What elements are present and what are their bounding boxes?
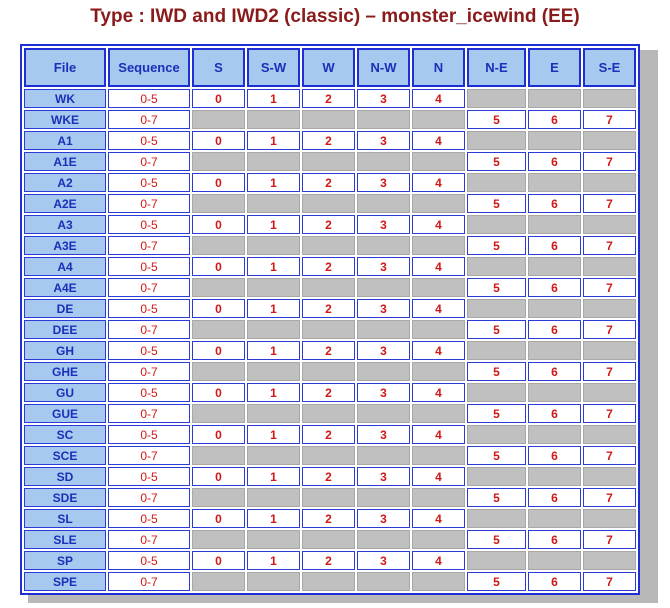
table-row [24,194,636,213]
empty-cell-s [192,110,245,129]
empty-cell-s [192,152,245,171]
empty-cell-w [302,278,355,297]
direction-cell-se: 7 [583,320,636,339]
empty-cell-e [528,215,581,234]
empty-cell-e [528,425,581,444]
direction-cell-ne: 5 [467,110,526,129]
empty-cell-ne [467,551,526,570]
empty-cell-nw [357,404,410,423]
empty-cell-sw [247,530,300,549]
direction-cell-se: 7 [583,362,636,381]
empty-cell-s [192,530,245,549]
sequence-cell: 0-5 [108,341,190,360]
header-s: S [192,48,245,87]
empty-cell-s [192,194,245,213]
empty-cell-ne [467,257,526,276]
empty-cell-se [583,89,636,108]
direction-cell-sw: 1 [247,425,300,444]
sequence-cell: 0-5 [108,215,190,234]
file-cell: WK [24,89,106,108]
direction-cell-s: 0 [192,173,245,192]
empty-cell-n [412,152,465,171]
direction-cell-e: 6 [528,236,581,255]
empty-cell-s [192,236,245,255]
direction-cell-s: 0 [192,215,245,234]
direction-cell-nw: 3 [357,173,410,192]
direction-cell-w: 2 [302,89,355,108]
empty-cell-nw [357,446,410,465]
direction-cell-s: 0 [192,509,245,528]
direction-cell-n: 4 [412,425,465,444]
direction-cell-nw: 3 [357,425,410,444]
sequence-cell: 0-7 [108,320,190,339]
file-cell: SLE [24,530,106,549]
file-cell: A4E [24,278,106,297]
header-n: N [412,48,465,87]
direction-cell-nw: 3 [357,509,410,528]
file-cell: WKE [24,110,106,129]
direction-table [20,44,640,595]
file-cell: SC [24,425,106,444]
empty-cell-ne [467,173,526,192]
direction-cell-nw: 3 [357,89,410,108]
header-e: E [528,48,581,87]
direction-cell-sw: 1 [247,509,300,528]
direction-cell-se: 7 [583,110,636,129]
direction-cell-s: 0 [192,341,245,360]
empty-cell-se [583,299,636,318]
direction-cell-s: 0 [192,383,245,402]
direction-cell-s: 0 [192,467,245,486]
sequence-cell: 0-5 [108,467,190,486]
empty-cell-e [528,299,581,318]
direction-cell-nw: 3 [357,551,410,570]
direction-cell-s: 0 [192,89,245,108]
empty-cell-e [528,341,581,360]
sequence-cell: 0-7 [108,362,190,381]
direction-cell-nw: 3 [357,131,410,150]
empty-cell-nw [357,572,410,591]
direction-cell-sw: 1 [247,299,300,318]
direction-cell-e: 6 [528,278,581,297]
header-row [24,48,636,87]
empty-cell-sw [247,488,300,507]
file-cell: A1E [24,152,106,171]
direction-cell-ne: 5 [467,530,526,549]
empty-cell-ne [467,383,526,402]
empty-cell-e [528,173,581,192]
empty-cell-n [412,362,465,381]
direction-cell-sw: 1 [247,173,300,192]
empty-cell-sw [247,152,300,171]
direction-cell-w: 2 [302,257,355,276]
sequence-cell: 0-7 [108,194,190,213]
empty-cell-sw [247,110,300,129]
empty-cell-s [192,446,245,465]
empty-cell-n [412,236,465,255]
direction-cell-se: 7 [583,572,636,591]
header-sequence: Sequence [108,48,190,87]
file-cell: A1 [24,131,106,150]
table-row [24,341,636,360]
file-cell: SPE [24,572,106,591]
empty-cell-ne [467,467,526,486]
empty-cell-sw [247,236,300,255]
file-cell: GHE [24,362,106,381]
empty-cell-sw [247,320,300,339]
empty-cell-e [528,551,581,570]
empty-cell-se [583,131,636,150]
direction-cell-n: 4 [412,551,465,570]
sequence-cell: 0-5 [108,425,190,444]
direction-cell-sw: 1 [247,467,300,486]
empty-cell-w [302,488,355,507]
direction-cell-n: 4 [412,383,465,402]
direction-cell-w: 2 [302,173,355,192]
table-row [24,362,636,381]
empty-cell-sw [247,362,300,381]
empty-cell-ne [467,341,526,360]
empty-cell-w [302,404,355,423]
direction-cell-ne: 5 [467,362,526,381]
direction-cell-s: 0 [192,551,245,570]
direction-cell-se: 7 [583,194,636,213]
direction-cell-e: 6 [528,404,581,423]
file-cell: A3E [24,236,106,255]
empty-cell-ne [467,131,526,150]
direction-cell-n: 4 [412,257,465,276]
direction-cell-s: 0 [192,299,245,318]
sequence-cell: 0-7 [108,446,190,465]
empty-cell-s [192,320,245,339]
header-ne: N-E [467,48,526,87]
table-row [24,572,636,591]
empty-cell-nw [357,362,410,381]
table-row [24,530,636,549]
direction-cell-se: 7 [583,278,636,297]
direction-cell-ne: 5 [467,236,526,255]
file-cell: A2E [24,194,106,213]
empty-cell-w [302,530,355,549]
table-row [24,383,636,402]
sequence-cell: 0-7 [108,152,190,171]
direction-cell-sw: 1 [247,551,300,570]
direction-cell-ne: 5 [467,488,526,507]
direction-cell-sw: 1 [247,257,300,276]
table-row [24,131,636,150]
direction-cell-n: 4 [412,131,465,150]
direction-cell-w: 2 [302,509,355,528]
direction-cell-s: 0 [192,425,245,444]
empty-cell-se [583,215,636,234]
table-row [24,278,636,297]
empty-cell-n [412,194,465,213]
direction-cell-ne: 5 [467,278,526,297]
empty-cell-s [192,488,245,507]
empty-cell-se [583,467,636,486]
direction-cell-n: 4 [412,467,465,486]
direction-cell-sw: 1 [247,383,300,402]
direction-cell-ne: 5 [467,572,526,591]
empty-cell-sw [247,446,300,465]
direction-cell-se: 7 [583,530,636,549]
sequence-cell: 0-7 [108,488,190,507]
direction-cell-e: 6 [528,152,581,171]
direction-cell-s: 0 [192,131,245,150]
direction-cell-w: 2 [302,215,355,234]
empty-cell-nw [357,152,410,171]
file-cell: DEE [24,320,106,339]
empty-cell-nw [357,530,410,549]
file-cell: SD [24,467,106,486]
sequence-cell: 0-5 [108,383,190,402]
empty-cell-s [192,278,245,297]
direction-cell-n: 4 [412,215,465,234]
sequence-cell: 0-7 [108,530,190,549]
sequence-cell: 0-5 [108,173,190,192]
empty-cell-nw [357,278,410,297]
sequence-cell: 0-5 [108,89,190,108]
table-row [24,236,636,255]
empty-cell-se [583,173,636,192]
direction-cell-ne: 5 [467,404,526,423]
file-cell: SL [24,509,106,528]
empty-cell-ne [467,299,526,318]
header-w: W [302,48,355,87]
direction-cell-e: 6 [528,320,581,339]
file-cell: A2 [24,173,106,192]
empty-cell-se [583,509,636,528]
sequence-cell: 0-5 [108,299,190,318]
sequence-cell: 0-5 [108,551,190,570]
sequence-cell: 0-5 [108,509,190,528]
empty-cell-ne [467,425,526,444]
direction-cell-nw: 3 [357,383,410,402]
empty-cell-e [528,509,581,528]
sequence-cell: 0-7 [108,404,190,423]
direction-cell-w: 2 [302,425,355,444]
file-cell: GU [24,383,106,402]
sequence-cell: 0-7 [108,236,190,255]
empty-cell-w [302,236,355,255]
table-row [24,110,636,129]
direction-cell-sw: 1 [247,131,300,150]
empty-cell-sw [247,572,300,591]
table-row [24,425,636,444]
direction-cell-n: 4 [412,341,465,360]
empty-cell-se [583,383,636,402]
direction-cell-se: 7 [583,488,636,507]
direction-cell-se: 7 [583,236,636,255]
direction-cell-e: 6 [528,572,581,591]
direction-cell-w: 2 [302,341,355,360]
empty-cell-se [583,257,636,276]
empty-cell-s [192,362,245,381]
direction-cell-n: 4 [412,299,465,318]
direction-cell-e: 6 [528,530,581,549]
table-row [24,509,636,528]
table-row [24,89,636,108]
empty-cell-nw [357,194,410,213]
direction-cell-se: 7 [583,152,636,171]
sequence-cell: 0-7 [108,278,190,297]
empty-cell-se [583,425,636,444]
empty-cell-e [528,383,581,402]
table-row [24,467,636,486]
direction-cell-w: 2 [302,299,355,318]
direction-cell-ne: 5 [467,194,526,213]
empty-cell-nw [357,236,410,255]
file-cell: DE [24,299,106,318]
empty-cell-w [302,446,355,465]
direction-cell-ne: 5 [467,320,526,339]
empty-cell-se [583,551,636,570]
empty-cell-w [302,362,355,381]
direction-cell-n: 4 [412,509,465,528]
empty-cell-nw [357,320,410,339]
empty-cell-w [302,110,355,129]
empty-cell-e [528,89,581,108]
empty-cell-nw [357,488,410,507]
empty-cell-ne [467,215,526,234]
direction-cell-nw: 3 [357,467,410,486]
direction-cell-n: 4 [412,89,465,108]
table-row [24,551,636,570]
direction-cell-nw: 3 [357,341,410,360]
empty-cell-s [192,572,245,591]
sequence-cell: 0-5 [108,131,190,150]
direction-cell-e: 6 [528,194,581,213]
direction-cell-se: 7 [583,446,636,465]
table-row [24,446,636,465]
file-cell: SP [24,551,106,570]
sequence-cell: 0-7 [108,572,190,591]
table-row [24,173,636,192]
empty-cell-nw [357,110,410,129]
table-row [24,404,636,423]
empty-cell-s [192,404,245,423]
header-se: S-E [583,48,636,87]
empty-cell-n [412,320,465,339]
direction-cell-e: 6 [528,446,581,465]
table-row [24,299,636,318]
header-sw: S-W [247,48,300,87]
empty-cell-e [528,257,581,276]
table-row [24,152,636,171]
direction-cell-ne: 5 [467,446,526,465]
empty-cell-e [528,131,581,150]
sequence-cell: 0-5 [108,257,190,276]
table-row [24,215,636,234]
empty-cell-n [412,530,465,549]
empty-cell-e [528,467,581,486]
direction-cell-e: 6 [528,362,581,381]
file-cell: A4 [24,257,106,276]
empty-cell-n [412,488,465,507]
direction-cell-nw: 3 [357,215,410,234]
direction-cell-w: 2 [302,551,355,570]
empty-cell-n [412,446,465,465]
empty-cell-se [583,341,636,360]
direction-cell-w: 2 [302,131,355,150]
file-cell: SDE [24,488,106,507]
table-row [24,488,636,507]
direction-cell-e: 6 [528,110,581,129]
file-cell: A3 [24,215,106,234]
empty-cell-n [412,110,465,129]
empty-cell-n [412,404,465,423]
table-row [24,257,636,276]
sequence-cell: 0-7 [108,110,190,129]
direction-cell-sw: 1 [247,89,300,108]
direction-cell-s: 0 [192,257,245,276]
table-row [24,320,636,339]
empty-cell-ne [467,509,526,528]
file-cell: GH [24,341,106,360]
file-cell: GUE [24,404,106,423]
empty-cell-w [302,320,355,339]
header-nw: N-W [357,48,410,87]
empty-cell-w [302,152,355,171]
direction-cell-nw: 3 [357,299,410,318]
direction-cell-w: 2 [302,383,355,402]
page-title: Type : IWD and IWD2 (classic) – monster_icewind (EE) [90,6,580,27]
direction-cell-ne: 5 [467,152,526,171]
empty-cell-ne [467,89,526,108]
empty-cell-n [412,278,465,297]
header-file: File [24,48,106,87]
direction-cell-n: 4 [412,173,465,192]
empty-cell-sw [247,404,300,423]
empty-cell-sw [247,278,300,297]
empty-cell-w [302,572,355,591]
direction-cell-se: 7 [583,404,636,423]
direction-cell-w: 2 [302,467,355,486]
empty-cell-n [412,572,465,591]
direction-cell-sw: 1 [247,341,300,360]
direction-cell-sw: 1 [247,215,300,234]
direction-cell-nw: 3 [357,257,410,276]
empty-cell-w [302,194,355,213]
direction-cell-e: 6 [528,488,581,507]
file-cell: SCE [24,446,106,465]
empty-cell-sw [247,194,300,213]
